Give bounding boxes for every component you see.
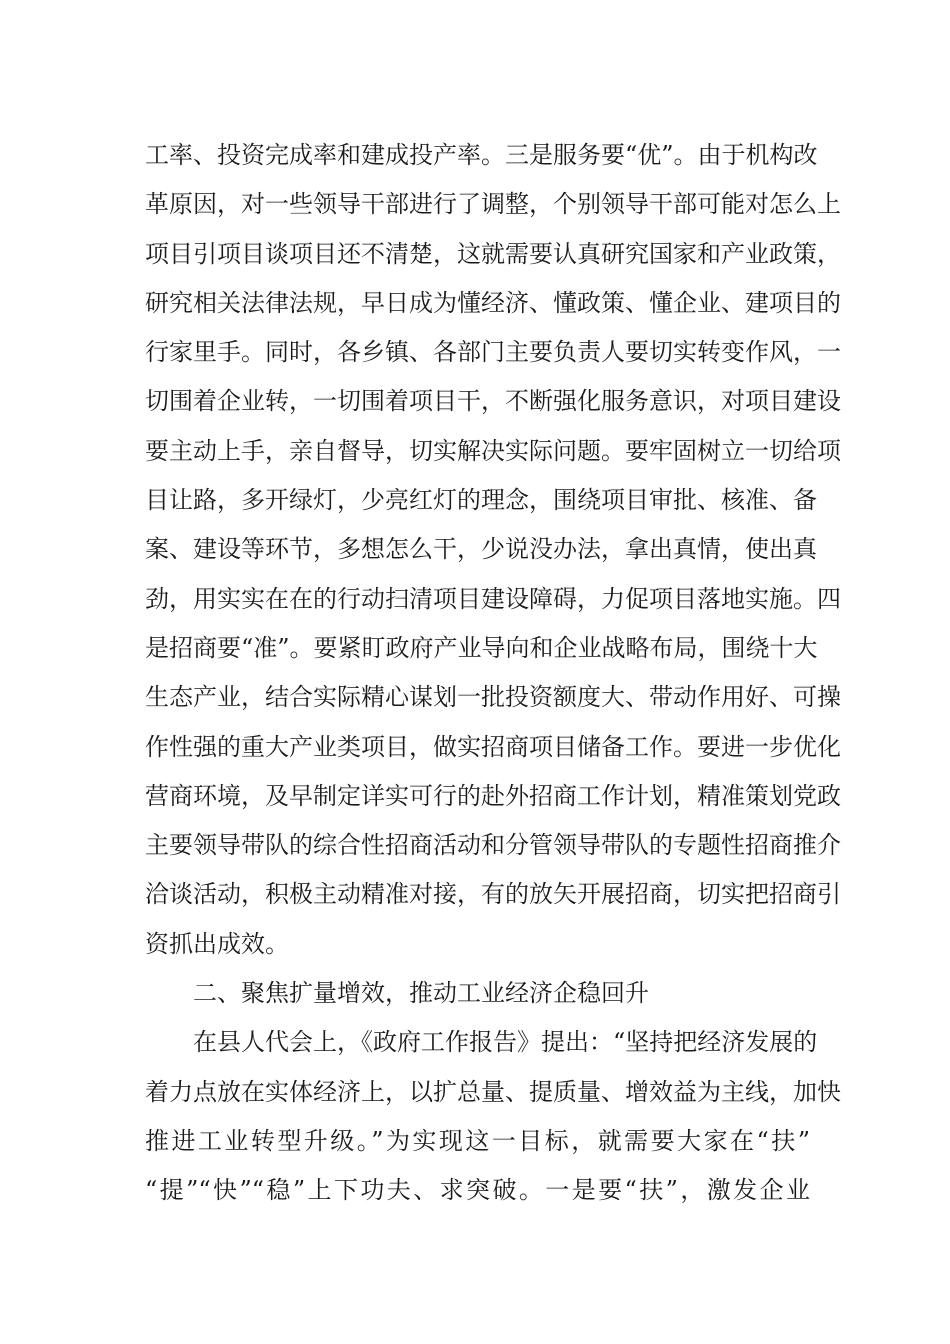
section-heading: 二、聚焦扩量增效，推动工业经济企稳回升 — [193, 979, 649, 1008]
text-line-1: 工率、投资完成率和建成投产率。三是服务要“优”。由于机构改 — [145, 141, 818, 169]
text-line-8: 目让路，多开绿灯，少亮红灯的理念，围绕项目审批、核准、备 — [145, 486, 817, 515]
text-line-11: 是招商要“准”。要紧盯政府产业导向和企业战略布局，围绕十大 — [145, 633, 818, 662]
text-line-20: 着力点放在实体经济上，以扩总量、提质量、增效益为主线，加快 — [145, 1077, 841, 1106]
text-line-22: “提”“快”“稳”上下功夫、求突破。一是要“扶”，激发企业 — [145, 1176, 810, 1205]
text-line-13: 作性强的重大产业类项目，做实招商项目储备工作。要进一步优化 — [145, 732, 841, 761]
text-line-9: 案、建设等环节，多想怎么干，少说没办法，拿出真情，使出真 — [145, 535, 817, 564]
text-line-17: 资抓出成效。 — [145, 929, 289, 958]
text-line-16: 洽谈活动，积极主动精准对接，有的放矢开展招商，切实把招商引 — [145, 880, 841, 909]
text-line-2: 革原因，对一些领导干部进行了调整，个别领导干部可能对怎么上 — [145, 190, 841, 219]
text-line-7: 要主动上手，亲自督导，切实解决实际问题。要牢固树立一切给项 — [145, 436, 841, 465]
text-line-5: 行家里手。同时，各乡镇、各部门主要负责人要切实转变作风，一 — [145, 338, 841, 367]
text-line-15: 主要领导带队的综合性招商活动和分管领导带队的专题性招商推介 — [145, 831, 841, 860]
text-line-10: 劲，用实实在在的行动扫清项目建设障碍，力促项目落地实施。四 — [145, 584, 841, 613]
text-line-21: 推进工业转型升级。”为实现这一目标，就需要大家在“扶” — [145, 1126, 810, 1155]
text-line-14: 营商环境，及早制定详实可行的赴外招商工作计划，精准策划党政 — [145, 781, 841, 810]
text-line-12: 生态产业，结合实际精心谋划一批投资额度大、带动作用好、可操 — [145, 683, 841, 712]
text-line-3: 项目引项目谈项目还不清楚，这就需要认真研究国家和产业政策， — [145, 239, 841, 268]
text-line-6: 切围着企业转，一切围着项目干，不断强化服务意识，对项目建设 — [145, 387, 841, 416]
text-line-19: 在县人代会上，《政府工作报告》提出：“坚持把经济发展的 — [193, 1028, 818, 1057]
body-text — [145, 131, 841, 1216]
text-line-4: 研究相关法律法规，早日成为懂经济、懂政策、懂企业、建项目的 — [145, 288, 841, 317]
